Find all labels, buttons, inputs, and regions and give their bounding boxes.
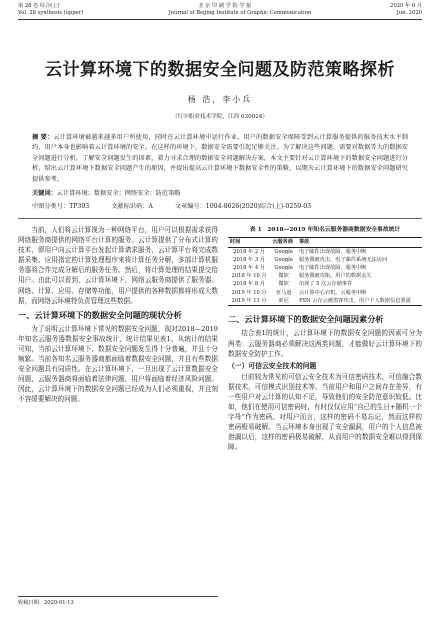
table-cell: 服务器被攻击，电子邮件系统无法访问 (298, 256, 388, 263)
table-cell: 电子邮件出现故障，服务中断 (298, 265, 367, 272)
clc-number: 中图分类号：TP393 (32, 203, 90, 210)
table-cell: PSN 云存云被黑客攻击，用户个人数据信息泄露 (297, 297, 422, 306)
table-cell: 电子邮件出现故障，服务中断 (298, 248, 367, 255)
table-cell: Google (274, 256, 293, 263)
table-row (228, 273, 422, 281)
abstract (32, 133, 408, 185)
right-column (228, 225, 422, 453)
document-code: 文献标识码：A (111, 203, 153, 210)
table-caption: 表 1 2018—2019 年知名云服务器商数据安全事故统计 (249, 227, 401, 233)
table-header-incident: 事故 (297, 238, 422, 248)
table-cell: 出现了 5 次云存储事件 (298, 281, 353, 288)
classification-line (32, 202, 408, 212)
incident-table (228, 237, 422, 306)
article-number: 文章编号：1004-8626(2020)综合(上)-0259-03 (174, 203, 312, 210)
journal-header-bottom (18, 10, 422, 17)
table-row (228, 264, 422, 272)
table-row (228, 248, 422, 257)
journal-header-top (18, 3, 422, 10)
abstract-label: 摘 要： (32, 134, 54, 141)
volume-label-en: Vol. 28 synthesis (upper) (18, 10, 84, 16)
table-cell: Google (274, 265, 293, 272)
issue-date: 2020 年 6 月 (390, 3, 422, 9)
table-row (228, 297, 422, 306)
table-header-provider: 云服务商 (270, 238, 297, 248)
author-affiliation: （红中职业技术学院，江西 630024） (172, 114, 268, 120)
keywords-label: 关键词： (32, 190, 57, 197)
section-heading-2: 二、云计算环境下的数据安全问题因素分析 (228, 314, 384, 325)
table-cell: Google (274, 248, 293, 255)
abstract-divider (18, 218, 422, 219)
keywords (32, 189, 408, 199)
table-cell: 服务器被攻陷，用户的数据丢失 (298, 273, 372, 280)
table-cell: 2018 年 3 月 (233, 256, 266, 263)
section-heading-1: 一、云计算环境下的数据安全问题的现状分析 (18, 309, 182, 320)
subsection-heading-1: （一）可信云安全技术的问题 (228, 361, 317, 370)
section2-paragraph: 结合表1的统计，云计算环境下的数据安全问题的因素可分为两类：云服务器商必须解决这两类问题，才能做好云计算环境下的数据安全防护工作。 (228, 329, 422, 358)
issue-date-en: Jun. 2020 (396, 10, 422, 16)
subsection1-paragraph: 目前较为常见的可信云安全技术为可信密码技术，可信融合数据技术，可信模式识别技术等。当前用户和用户之间存在差异，有一些用户对云计算的认知不足，导致他们的安全防范意识较低。比如，他们在使用可信密码时，有时仅仅应用“自己的生日+随机一个字母”作为密码。对用户而言，这样的密码不易忘记，然而这样的密码极易破解。当云环境本身出现了安全漏洞，用户的个人信息被泄漏以后，这样的密码极易破解，从而用户的数据安全难以得到保障。 (228, 372, 422, 452)
table-cell: 2018 年 8 月 (233, 281, 266, 288)
table-cell: 2018 年 10 月 (231, 273, 267, 280)
paper-title: 云计算环境下的数据安全问题及防范策略探析 (45, 60, 395, 80)
journal-name: 北 京 印 刷 学 院 学 报 (198, 3, 252, 9)
table-header-time: 时间 (228, 238, 270, 248)
table-cell: 微软 (278, 273, 289, 280)
paper-authors: 杨 浩，李小兵 (187, 95, 253, 104)
volume-label: 第 28 卷 综合(上) (18, 3, 60, 9)
intro-paragraph: 当前，人们将云计算视为一种网络平台，用户可以根据需求获得网络服务商提供的网络平台计算的服务。云计算提供了分布式计算的技术，即用户向云计算平台发起计算请求服务，云计算平台将完成数据采集、应用指定的计算处理程序来将计算任务分解，多部计算机服务器将合作完成分解后的服务任务。然后，将计算处理的结果提交给用户。由此可以看到，云计算环境下，网络云服务商提供了服务器、网络、计算、应用、存储等功能，用户提供的各种数据都将形成大数据，而网络云环境特负责管理这些数据。 (18, 226, 218, 305)
table-row (228, 256, 422, 264)
keywords-text: 云计算环境；数据安全；网络安全；防范策略 (56, 190, 181, 197)
table-cell: 亚马逊 (275, 289, 292, 296)
left-column (18, 225, 218, 405)
received-date-footnote: 收稿日期：2020-01-13 (18, 596, 218, 606)
table-row (228, 281, 422, 289)
journal-name-en: Journal of Beijing Institute of Graphic Communication (168, 10, 312, 16)
table-cell: 2019 年 11 月 (228, 297, 270, 306)
table-cell: 2018 年 2 月 (233, 248, 266, 255)
table-cell: 2019 年 10 月 (231, 289, 267, 296)
abstract-text: 云计算环境被越来越多用户所使用，同时在云计算环境中运行作业，用户的数据安全保障受到云计算服务提供的服务技术水平制约，用户本身也影响着云计算环境的安全。在这样的环境下，数据安全需要引起足够关注。为了解决这些问题，需要对数据等大的数据安全问题进行分析，了解安全问题发生的因素，着力寻求合理的数据安全问题解决方案，本文主要针对云计算环境下的数据安全问题进行分析，给出云计算环境下数据安全问题产生的原因，并提出提高云计算环境下数据安全性的策略，以期为云计算环境下的数据安全问题研究提供参考。 (32, 134, 408, 183)
section1-paragraph: 为了说明云计算环境下常见的数据安全问题，现对2018—2019年知名云服务器数据安全事故统计，统计结果见表1。从统计的结果可知，当前云计算环境下，数据安全问题发生得十分普遍，并且十分频繁。当前各知名云服务器商都面临着数据安全问题，并且有些数据安全问题具有同质性。在云计算环境下，一旦出现了云计算数据安全问题，云服务器商将面临着法律问题，用户将面临着经济风险问题。因此，云计算环境下的数据安全问题已经成为人们必须重视，并且刻不容缓要解决的问题。 (18, 324, 218, 404)
table-cell: 2018 年 4 月 (233, 265, 266, 272)
header-divider (18, 19, 422, 20)
table-cell: 云计算中心宕机，云服务中断 (298, 289, 367, 296)
table-cell: 索尼 (270, 297, 297, 306)
table-cell: 微软 (278, 281, 289, 288)
table-row (228, 289, 422, 297)
